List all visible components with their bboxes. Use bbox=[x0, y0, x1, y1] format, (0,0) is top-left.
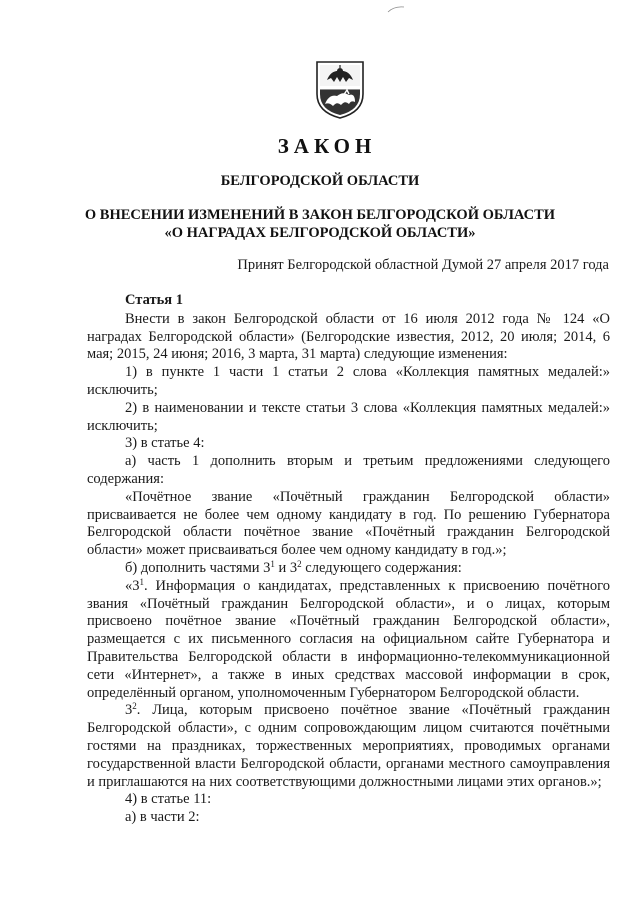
region-title: БЕЛГОРОДСКОЙ ОБЛАСТИ bbox=[220, 173, 420, 189]
law-subject-title bbox=[0, 206, 640, 242]
pen-mark bbox=[386, 4, 406, 14]
part-3-1-paragraph: «$3^1$. Информация о кандидатах, представленных к присвоению почётного звания «Почётный гражданин Белгородской области», и о лицах, которым присвоено почётное звание «Почётный гражданин Белгородской области», размещается с их письменного согласия на официальном сайте Губернатора и Правительства Белгородской области в информационно-телекоммуникационной сети «Интернет», а также в иных средствах массовой информации в срок, определённый органом, уполномоченным Губернатором Белгородской области. bbox=[87, 576, 610, 701]
amendment-item-3a: а) часть 1 дополнить вторым и третьим предложениями следующего содержания: bbox=[87, 453, 610, 487]
article-heading: Статья 1 bbox=[125, 292, 183, 308]
amendment-item-4: 4) в статье 11: bbox=[125, 791, 212, 808]
amendment-item-4a: а) в части 2: bbox=[125, 809, 200, 826]
article-intro-paragraph: Внести в закон Белгородской области от 16 июля 2012 года № 124 «О наградах Белгородской области» (Белгородские известия, 2012, 20 июля; 2014, 6 мая; 2015, 24 июня; 2016, 3 марта, 31 марта) следующие изменения: bbox=[87, 310, 610, 363]
adoption-date-line: Принят Белгородской областной Думой 27 апреля 2017 года bbox=[237, 257, 609, 273]
amendment-item-3b: б) дополнить частями $3^1$ и $3^2$ следующего содержания: bbox=[125, 558, 462, 576]
amendment-item-3: 3) в статье 4: bbox=[125, 435, 205, 452]
coat-of-arms-emblem bbox=[313, 60, 367, 120]
amendment-item-1: 1) в пункте 1 части 1 статьи 2 слова «Коллекция памятных медалей:» исключить; bbox=[87, 364, 610, 398]
law-body bbox=[87, 292, 610, 827]
law-subject-line-2: «О НАГРАДАХ БЕЛГОРОДСКОЙ ОБЛАСТИ» bbox=[164, 225, 476, 241]
document-type-title: ЗАКОН bbox=[277, 134, 377, 158]
part-3-2-paragraph: $3^2$. Лица, которым присвоено почётное звание «Почётный гражданин Белгородской области», с одним сопровождающим лицом считаются почётными гостями на праздниках, торжественных мероприятиях, проводимых органами государственной власти Белгородской области, органами местного самоуправления и приглашаются на них соответствующими должностными лицами этих органов.»; bbox=[87, 701, 610, 790]
amendment-item-2: 2) в наименовании и тексте статьи 3 слова «Коллекция памятных медалей:» исключить; bbox=[87, 399, 610, 434]
law-subject-line-1: О ВНЕСЕНИИ ИЗМЕНЕНИЙ В ЗАКОН БЕЛГОРОДСКОЙ ОБЛАСТИ bbox=[84, 207, 556, 223]
quoted-insertion-paragraph: «Почётное звание «Почётный гражданин Белгородской области» присваивается не более чем одному кандидату в год. По решению Губернатора Белгородской области почётное звание «Почётный гражданин Белгородской области» может присваиваться более чем одному кандидату в год.»; bbox=[87, 488, 610, 559]
